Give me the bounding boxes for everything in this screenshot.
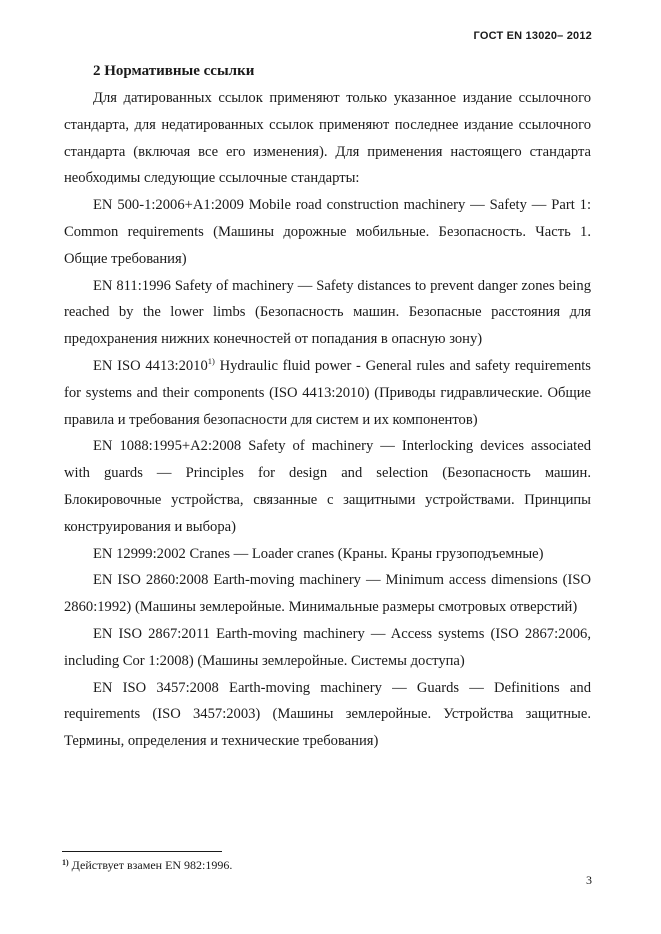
footnote-marker: 1) <box>62 858 69 867</box>
body-text <box>64 85 591 755</box>
page-number: 3 <box>586 873 592 887</box>
reference-item: EN 12999:2002 Cranes — Loader cranes (Краны. Краны грузоподъемные) <box>93 545 544 562</box>
reference-item: EN ISO 2867:2011 Earth-moving machinery — Access systems (ISO 2867:2006, including Cor 1:2008) (Машины землеройные. Системы доступа) <box>64 625 591 669</box>
reference-item: EN 1088:1995+A2:2008 Safety of machinery — Interlocking devices associated with guards — Principles for design and selection (Безопасность машин. Блокировочные устройства, связанные с защитными устройствами. Принципы конструирования и выбора) <box>64 438 591 535</box>
footnote-divider <box>62 851 222 852</box>
footnote-marker: 1) <box>207 355 215 366</box>
reference-item <box>64 353 591 433</box>
reference-item: EN 811:1996 Safety of machinery — Safety distances to prevent danger zones being reached by the lower limbs (Безопасность машин. Безопасные расстояния для предохранения нижних конечностей от попадания в опасную зону) <box>64 277 591 348</box>
reference-item: EN ISO 2860:2008 Earth-moving machinery — Minimum access dimensions (ISO 2860:1992) (Машины землеройные. Минимальные размеры смотровых отверстий) <box>64 572 591 616</box>
footnote-text: Действует взамен EN 982:1996. <box>68 858 233 872</box>
standard-code-header: ГОСТ EN 13020– 2012 <box>473 30 592 42</box>
reference-item: EN ISO 3457:2008 Earth-moving machinery — Guards — Definitions and requirements (ISO 3457:2003) (Машины землеройные. Устройства защитные. Термины, определения и технические требования) <box>64 679 591 750</box>
reference-item: EN 500-1:2006+A1:2009 Mobile road construction machinery — Safety — Part 1: Common requirements (Машины дорожные мобильные. Безопасность. Часть 1. Общие требования) <box>64 197 591 267</box>
footnote <box>62 858 232 873</box>
section-title: 2 Нормативные ссылки <box>93 63 255 79</box>
reference-text: Hydraulic fluid power - General rules and safety requirements for systems and their components (ISO 4413:2010) (Приводы гидравлические. Общие правила и требования безопасности для систем и их компонентов) <box>64 357 591 428</box>
intro-paragraph: Для датированных ссылок применяют только указанное издание ссылочного стандарта, для недатированных ссылок применяют последнее издание ссылочного стандарта (включая все его изменения). Для применения настоящего стандарта необходимы следующие ссылочные стандарты: <box>64 90 591 187</box>
reference-code: EN ISO 4413:2010 <box>93 357 208 374</box>
